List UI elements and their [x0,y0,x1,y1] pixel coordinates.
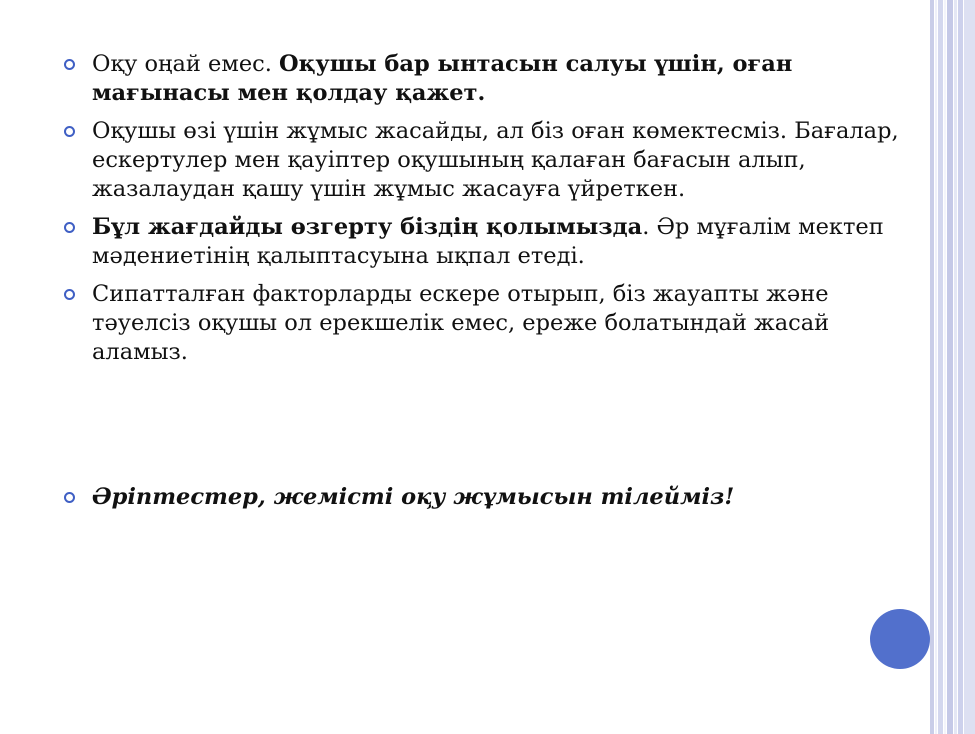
closing-text: Әріптестер, жемісті оқу жұмысын тілейміз! [92,484,735,510]
bullet-item-1 [60,50,920,108]
bullet-text: Сипатталған факторларды ескере отырып, біз жауапты және тәуелсіз оқушы ол ерекшелік емес, ереже болатындай жасай аламыз. [92,281,830,365]
bullet-icon [64,222,75,233]
bullet-text: . Әр мұғалім мектеп мәдениетінің қалыптасуына ықпал етеді. [92,214,884,269]
bullet-text-bold: Бұл жағдайды өзгерту біздің қолымызда [92,214,643,240]
decorative-stripe [935,0,937,734]
decorative-stripe [964,0,975,734]
bullet-list [60,50,920,376]
bullet-icon [64,492,75,503]
decorative-stripe [958,0,963,734]
bullet-icon [64,59,75,70]
decorative-stripe [944,0,946,734]
bullet-item-3 [60,213,920,271]
bullet-text: Оқушы өзі үшін жұмыс жасайды, ал біз оған көмектесміз. Бағалар, ескертулер мен қауіптер оқушының қалаған бағасын алып, жазалаудан қашу үшін жұмыс жасауға үйреткен. [92,118,899,202]
bullet-item-4 [60,280,920,367]
closing-item [60,483,920,512]
closing-block [60,483,920,521]
decorative-circle [870,609,930,669]
bullet-text: Оқу оңай емес. [92,51,280,77]
decorative-stripe [947,0,953,734]
bullet-icon [64,289,75,300]
decorative-stripe [938,0,943,734]
bullet-item-2 [60,117,920,204]
decorative-stripe [930,0,934,734]
decorative-stripe [954,0,957,734]
bullet-icon [64,126,75,137]
bullet-text-bold: Оқушы бар ынтасын салуы үшін, оған мағынасы мен қолдау қажет. [92,51,793,106]
